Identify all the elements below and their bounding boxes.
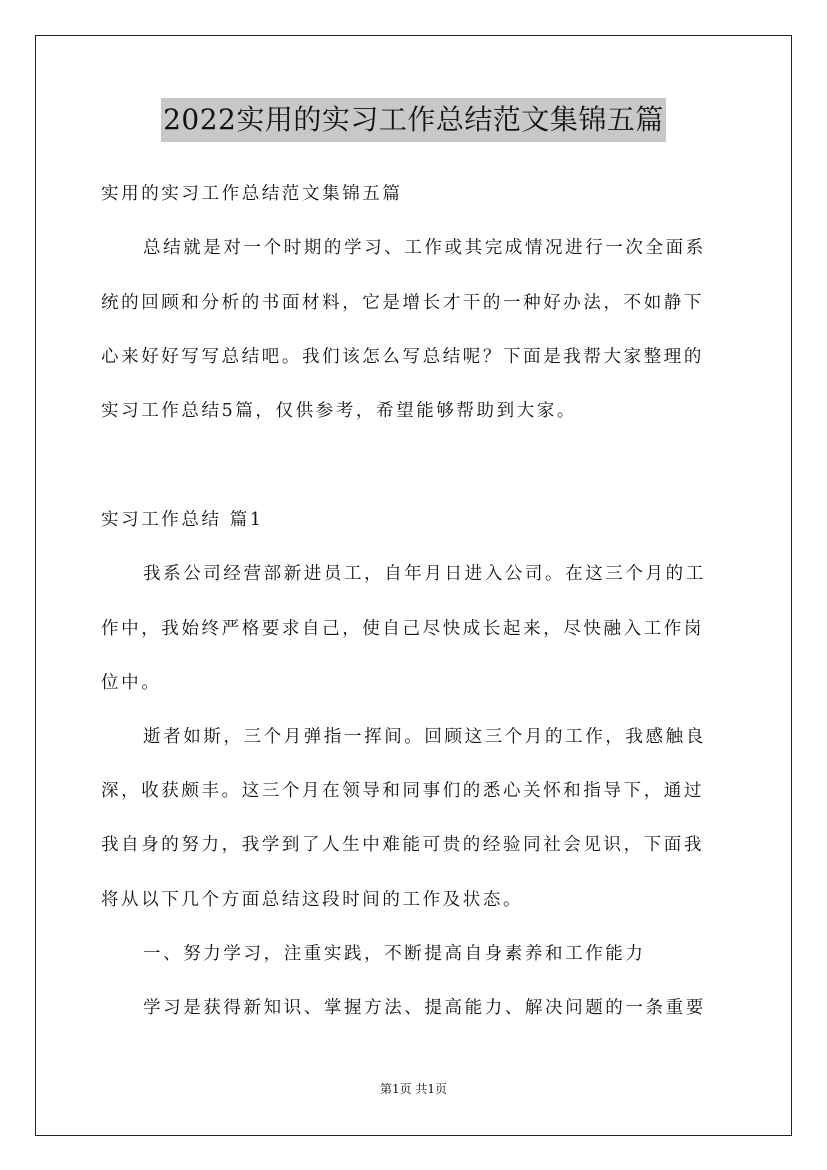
para2-line-3: 我自身的努力，我学到了人生中难能可贵的经验同社会见识，下面我 <box>101 835 704 855</box>
subtitle: 实用的实习工作总结范文集锦五篇 <box>101 184 403 204</box>
intro-line-4: 实习工作总结5篇，仅供参考，希望能够帮助到大家。 <box>101 401 578 421</box>
section-heading: 实习工作总结 篇1 <box>101 510 264 530</box>
para1-line-3: 位中。 <box>101 673 162 693</box>
document-title: 2022实用的实习工作总结范文集锦五篇 <box>161 98 666 142</box>
intro-line-1: 总结就是对一个时期的学习、工作或其完成情况进行一次全面系 <box>143 238 706 258</box>
page-footer: 第1页 共1页 <box>379 1082 448 1096</box>
para3-line-1: 学习是获得新知识、掌握方法、提高能力、解决问题的一条重要 <box>143 998 706 1018</box>
point-1-heading: 一、努力学习，注重实践，不断提高自身素养和工作能力 <box>143 944 646 964</box>
para2-line-4: 将从以下几个方面总结这段时间的工作及状态。 <box>101 890 524 910</box>
para1-line-2: 作中，我始终严格要求自己，使自己尽快成长起来，尽快融入工作岗 <box>101 619 704 639</box>
title-container <box>0 98 827 142</box>
para2-line-2: 深，收获颇丰。这三个月在领导和同事们的悉心关怀和指导下，通过 <box>101 781 704 801</box>
para1-line-1: 我系公司经营部新进员工，自年月日进入公司。在这三个月的工 <box>143 564 706 584</box>
intro-line-2: 统的回顾和分析的书面材料，它是增长才干的一种好办法，不如静下 <box>101 293 704 313</box>
intro-line-3: 心来好好写写总结吧。我们该怎么写总结呢？下面是我帮大家整理的 <box>101 347 704 367</box>
para2-line-1: 逝者如斯，三个月弹指一挥间。回顾这三个月的工作，我感触良 <box>143 727 706 747</box>
